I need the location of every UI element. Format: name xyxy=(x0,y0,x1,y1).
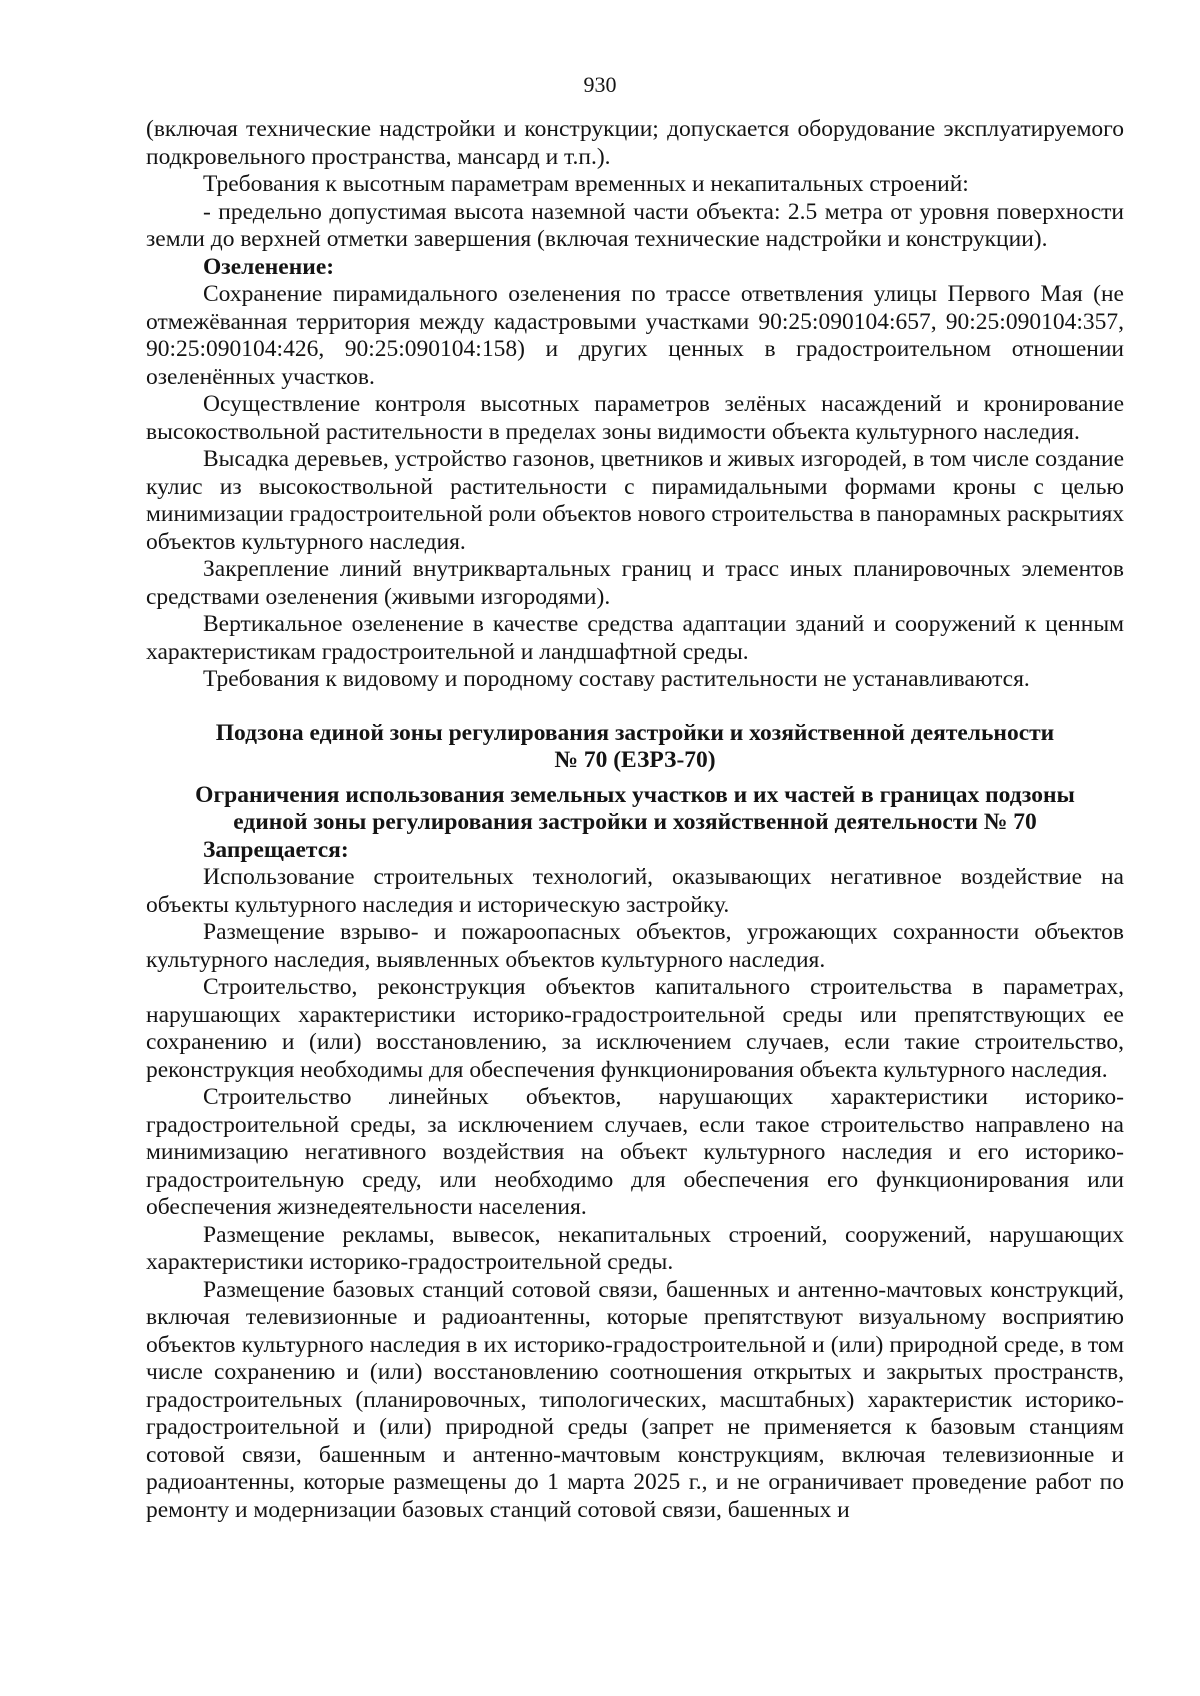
paragraph: - предельно допустимая высота наземной части объекта: 2.5 метра от уровня поверхности земли до верхней отметки завершения (включая технические надстройки и конструкции). xyxy=(146,198,1124,252)
greening-heading: Озеленение: xyxy=(203,253,335,280)
section-title-line-2: № 70 (ЕЗРЗ-70) xyxy=(554,747,716,773)
document-body xyxy=(146,116,1124,1524)
prohibited-item: Строительство линейных объектов, нарушающих характеристики историко-градостроительной среды, за исключением случаев, если такое строительство направлено на минимизацию негативного воздействия на объект культурного наследия и его историко-градостроительную среду, или необходимо для обеспечения его функционирования или обеспечения жизнедеятельности населения. xyxy=(146,1084,1124,1220)
paragraph: Закрепление линий внутриквартальных границ и трасс иных планировочных элементов средствами озеленения (живыми изгородями). xyxy=(146,556,1124,610)
paragraph: (включая технические надстройки и конструкции; допускается оборудование эксплуатируемого подкровельного пространства, мансард и т.п.). xyxy=(146,116,1124,170)
section-spacer xyxy=(146,694,1124,720)
prohibited-item: Размещение взрыво- и пожароопасных объектов, угрожающих сохранности объектов культурного наследия, выявленных объектов культурного наследия. xyxy=(146,919,1124,973)
paragraph: Требования к высотным параметрам временных и некапитальных строений: xyxy=(203,171,969,197)
paragraph: Вертикальное озеленение в качестве средства адаптации зданий и сооружений к ценным характеристикам градостроительной и ландшафтной среды. xyxy=(146,611,1124,665)
prohibited-item: Размещение рекламы, вывесок, некапитальных строений, сооружений, нарушающих характеристики историко-градостроительной среды. xyxy=(146,1221,1124,1275)
paragraph: Сохранение пирамидального озеленения по трассе ответвления улицы Первого Мая (не отмежёванная территория между кадастровыми участками 90:25:090104:657, 90:25:090104:357, 90:25:090104:426, 90:25:090104:158) и других ценных в градостроительном отношении озеленённых участков. xyxy=(146,281,1124,390)
restrictions-title-line-1: Ограничения использования земельных участков и их частей в границах подзоны xyxy=(195,781,1075,808)
paragraph: Высадка деревьев, устройство газонов, цветников и живых изгородей, в том числе создание кулис из высокоствольной растительности с пирамидальными формами кроны с целью минимизации градостроительной роли объектов нового строительства в панорамных раскрытиях объектов культурного наследия. xyxy=(146,446,1124,555)
section-title-line-1: Подзона единой зоны регулирования застройки и хозяйственной деятельности xyxy=(215,719,1055,746)
prohibited-item: Строительство, реконструкция объектов капитального строительства в параметрах, нарушающих характеристики историко-градостроительной среды или препятствующих ее сохранению и (или) восстановлению, за исключением случаев, если такие строительство, реконструкция необходимы для обеспечения функционирования объекта культурного наследия. xyxy=(146,974,1124,1083)
prohibited-item: Использование строительных технологий, оказывающих негативное воздействие на объекты культурного наследия и историческую застройку. xyxy=(146,864,1124,918)
restrictions-title-line-2: единой зоны регулирования застройки и хозяйственной деятельности № 70 xyxy=(233,809,1037,835)
page-number: 930 xyxy=(583,72,617,97)
prohibited-item: Размещение базовых станций сотовой связи, башенных и антенно-мачтовых конструкций, включая телевизионные и радиоантенны, которые препятствуют визуальному восприятию объектов культурного наследия в их историко-градостроительной и (или) природной среде, в том числе сохранению и (или) восстановлению соотношения открытых и закрытых пространств, градостроительных (планировочных, типологических, масштабных) характеристик историко-градостроительной и (или) природной среды (запрет не применяется к базовым станциям сотовой связи, башенным и антенно-мачтовым конструкциям, включая телевизионные и радиоантенны, которые размещены до 1 марта 2025 г., и не ограничивает проведение работ по ремонту и модернизации базовых станций сотовой связи, башенных и xyxy=(146,1276,1124,1523)
prohibited-heading: Запрещается: xyxy=(203,836,349,863)
section-spacer xyxy=(146,775,1124,782)
paragraph: Осуществление контроля высотных параметров зелёных насаждений и кронирование высокоствольной растительности в пределах зоны видимости объекта культурного наследия. xyxy=(146,391,1124,445)
paragraph: Требования к видовому и породному составу растительности не устанавливаются. xyxy=(203,666,1030,692)
